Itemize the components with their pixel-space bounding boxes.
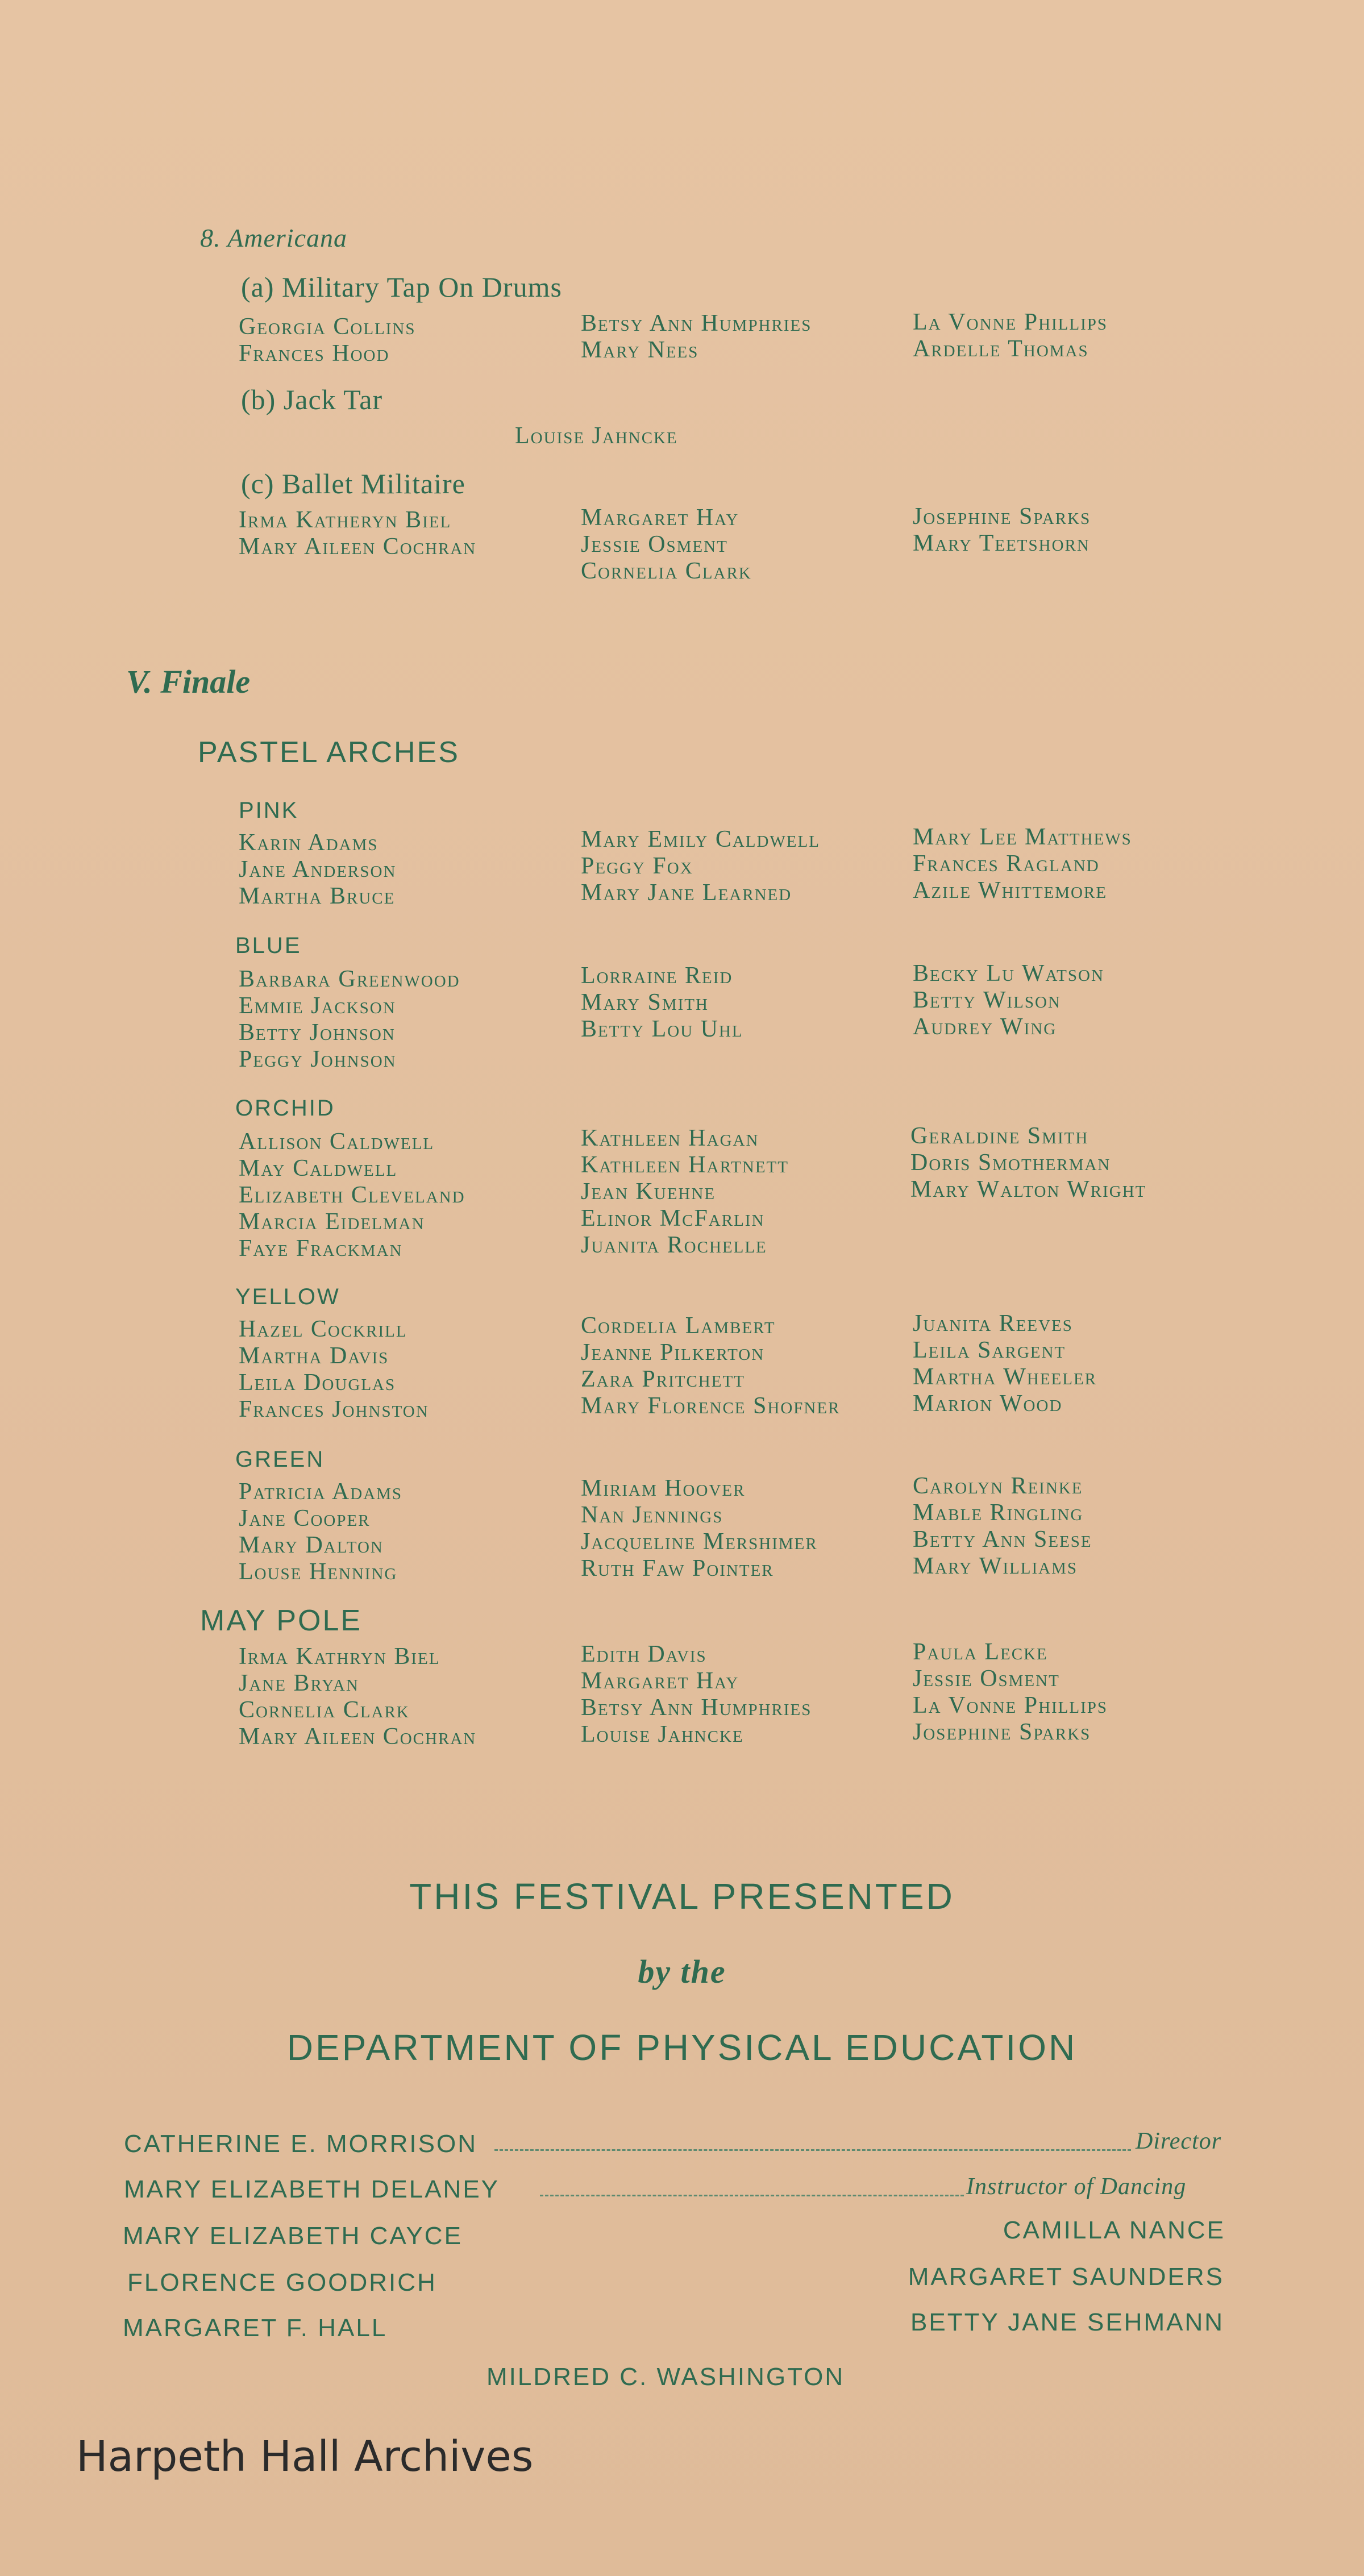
instructor-leader-dots [540,2195,964,2196]
performer-name: Jane Cooper [239,1505,371,1532]
performer-name: Azile Whittemore [913,877,1108,904]
performer-name: Frances Hood [239,340,390,367]
performer-name: Marion Wood [913,1391,1063,1417]
performer-name: Cordelia Lambert [581,1313,776,1339]
performer-name: Cornelia Clark [239,1697,410,1723]
performer-name: Betsy Ann Humphries [581,310,812,336]
performer-name: Louise Jahncke [581,1721,744,1747]
performer-name: Geraldine Smith [910,1123,1089,1149]
staff-right-3: BETTY JANE SEHMANN [910,2308,1224,2336]
military-tap-col3 [913,309,1108,363]
performer-name: Barbara Greenwood [239,966,460,992]
performer-name: Mary Emily Caldwell [581,826,820,852]
performer-name: Frances Johnston [239,1396,429,1422]
military-tap-heading: (a) Military Tap On Drums [241,271,562,303]
performer-name: May Caldwell [239,1155,398,1181]
performer-name: Mary Williams [913,1553,1078,1579]
performer-name: Elizabeth Cleveland [239,1182,465,1208]
may-pole-col1 [239,1643,476,1750]
performer-name: La Vonne Phillips [913,309,1108,335]
ballet-militaire-col1 [239,507,476,560]
performer-name: Mary Teetshorn [913,530,1090,556]
performer-name: Peggy Johnson [239,1046,397,1072]
performer-name: Irma Kathryn Biel [239,1643,440,1670]
performer-name: Josephine Sparks [913,503,1091,530]
performer-name: Betsy Ann Humphries [581,1695,812,1721]
jack-tar-performer: Louise Jahncke [515,423,678,449]
orchid-heading: ORCHID [235,1096,335,1121]
staff-right-2: MARGARET SAUNDERS [908,2263,1224,2291]
performer-name: Marcia Eidelman [239,1209,425,1235]
performer-name: Mary Dalton [239,1532,384,1558]
performer-name: Kathleen Hagan [581,1125,759,1151]
performer-name: Mary Walton Wright [910,1176,1147,1202]
performer-name: Leila Sargent [913,1337,1066,1363]
blue-col1 [239,966,460,1073]
orchid-col2 [581,1125,789,1259]
performer-name: Frances Ragland [913,851,1100,877]
performer-name: Becky Lu Watson [913,960,1104,987]
performer-name: Jane Bryan [239,1670,359,1696]
performer-name: Josephine Sparks [913,1719,1091,1745]
performer-name: Betty Ann Seese [913,1526,1092,1553]
military-tap-col2 [581,310,812,364]
performer-name: Mary Lee Matthews [913,824,1132,850]
performer-name: Paula Lecke [913,1639,1048,1665]
performer-name: Miriam Hoover [581,1475,746,1501]
staff-bottom: MILDRED C. WASHINGTON [486,2363,845,2391]
performer-name: Emmie Jackson [239,993,396,1019]
performer-name: Patricia Adams [239,1479,403,1505]
performer-name: Louse Henning [239,1559,398,1585]
director-leader-dots [494,2149,1131,2151]
performer-name: Mary Florence Shofner [581,1393,841,1419]
performer-name: Peggy Fox [581,853,693,879]
performer-name: Faye Frackman [239,1235,403,1262]
performer-name: Jean Kuehne [581,1179,716,1205]
performer-name: La Vonne Phillips [913,1692,1108,1718]
pink-col1 [239,830,396,910]
performer-name: Elinor McFarlin [581,1205,765,1231]
performer-name: Audrey Wing [913,1014,1057,1040]
performer-name: Mable Ringling [913,1500,1084,1526]
department-heading: DEPARTMENT OF PHYSICAL EDUCATION [286,2027,1078,2068]
pink-col2 [581,826,820,906]
performer-name: Jessie Osment [581,531,728,557]
performer-name: Betty Johnson [239,1019,396,1046]
performer-name: Doris Smotherman [910,1150,1111,1176]
pastel-arches-heading: PASTEL ARCHES [198,736,460,769]
staff-left-1: MARY ELIZABETH CAYCE [123,2222,463,2250]
performer-name: Margaret Hay [581,505,739,531]
performer-name: Betty Wilson [913,987,1061,1013]
performer-name: Mary Aileen Cochran [239,1724,477,1750]
performer-name: Martha Wheeler [913,1364,1097,1390]
green-col2 [581,1475,818,1582]
performer-name: Cornelia Clark [581,558,752,584]
performer-name: Jacqueline Mershimer [581,1529,818,1555]
may-pole-col3 [913,1639,1108,1746]
performer-name: Betty Lou Uhl [581,1016,743,1042]
performer-name: Kathleen Hartnett [581,1152,789,1178]
performer-name: Martha Davis [239,1343,389,1369]
may-pole-heading: MAY POLE [200,1604,363,1637]
blue-col2 [581,963,743,1043]
director-role: Director [1136,2128,1222,2154]
by-the-text: by the [638,1953,726,1990]
ballet-militaire-col3 [913,503,1091,557]
pink-heading: PINK [239,798,299,823]
performer-name: Lorraine Reid [581,963,733,989]
green-col3 [913,1473,1092,1580]
performer-name: Jessie Osment [913,1666,1060,1692]
jack-tar-heading: (b) Jack Tar [241,384,383,415]
performer-name: Margaret Hay [581,1668,739,1694]
ballet-militaire-col2 [581,505,752,585]
performer-name: Allison Caldwell [239,1129,435,1155]
yellow-col1 [239,1316,429,1423]
staff-left-3: MARGARET F. HALL [123,2314,388,2342]
performer-name: Leila Douglas [239,1370,396,1396]
americana-title: 8. Americana [200,223,348,252]
performer-name: Jeanne Pilkerton [581,1339,765,1366]
finale-title: V. Finale [126,663,251,700]
ballet-militaire-heading: (c) Ballet Militaire [241,468,465,500]
instructor-role: Instructor of Dancing [966,2174,1187,2200]
archives-watermark: Harpeth Hall Archives [76,2432,534,2481]
performer-name: Mary Jane Learned [581,880,792,906]
orchid-col3 [910,1123,1146,1203]
festival-presented-heading: THIS FESTIVAL PRESENTED [409,1876,955,1917]
blue-col3 [913,960,1104,1041]
staff-right-1: CAMILLA NANCE [1003,2216,1225,2244]
performer-name: Georgia Collins [239,314,416,340]
performer-name: Mary Aileen Cochran [239,534,477,560]
military-tap-col1 [239,314,416,367]
green-col1 [239,1479,402,1585]
performer-name: Carolyn Reinke [913,1473,1083,1499]
performer-name: Nan Jennings [581,1502,723,1528]
performer-name: Hazel Cockrill [239,1316,407,1342]
green-heading: GREEN [235,1447,325,1472]
blue-heading: BLUE [235,933,302,958]
orchid-col1 [239,1129,465,1262]
performer-name: Mary Smith [581,989,709,1016]
performer-name: Zara Pritchett [581,1366,745,1392]
performer-name: Mary Nees [581,337,699,363]
yellow-heading: YELLOW [235,1284,340,1309]
yellow-col2 [581,1313,840,1420]
performer-name: Jane Anderson [239,856,397,883]
performer-name: Juanita Reeves [913,1310,1073,1337]
staff-left-2: FLORENCE GOODRICH [127,2269,437,2296]
yellow-col3 [913,1310,1097,1417]
may-pole-col2 [581,1641,812,1748]
performer-name: Juanita Rochelle [581,1232,767,1258]
performer-name: Ruth Faw Pointer [581,1555,774,1582]
performer-name: Martha Bruce [239,883,396,909]
director-name: CATHERINE E. MORRISON [124,2130,478,2158]
pink-col3 [913,824,1132,904]
instructor-name: MARY ELIZABETH DELANEY [124,2175,500,2203]
performer-name: Edith Davis [581,1641,707,1667]
performer-name: Karin Adams [239,830,379,856]
performer-name: Irma Katheryn Biel [239,507,452,533]
performer-name: Ardelle Thomas [913,336,1089,362]
